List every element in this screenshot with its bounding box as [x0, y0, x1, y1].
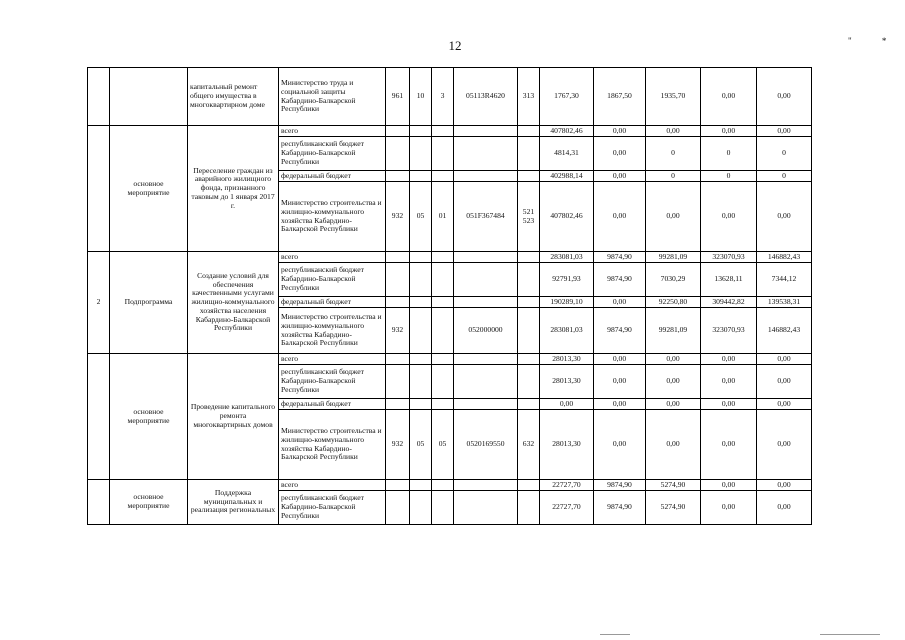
amount-cell: 9874,90	[594, 308, 646, 354]
amount-cell: 28013,30	[540, 354, 594, 365]
grbs-cell	[386, 297, 410, 308]
amount-cell: 0,00	[646, 365, 701, 399]
pr-cell: 05	[432, 410, 454, 480]
event-name-cell: капитальный ремонт общего имущества в многоквартирном доме	[188, 68, 279, 126]
vr-cell: 521 523	[518, 182, 540, 252]
level-cell: основное мероприятие	[110, 126, 188, 252]
rz-cell	[410, 354, 432, 365]
vr-cell	[518, 308, 540, 354]
amount-cell: 0,00	[757, 491, 812, 525]
amount-cell: 0,00	[646, 182, 701, 252]
amount-cell: 323070,93	[701, 252, 757, 263]
corner-marks: " *	[848, 36, 901, 46]
rz-cell	[410, 308, 432, 354]
amount-cell: 0	[646, 171, 701, 182]
amount-cell: 309442,82	[701, 297, 757, 308]
amount-cell: 0,00	[540, 399, 594, 410]
vr-cell	[518, 171, 540, 182]
amount-cell: 92791,93	[540, 263, 594, 297]
amount-cell: 22727,70	[540, 480, 594, 491]
csr-cell	[454, 126, 518, 137]
amount-cell: 0,00	[701, 354, 757, 365]
amount-cell: 407802,46	[540, 182, 594, 252]
funding-source-cell: федеральный бюджет	[279, 297, 386, 308]
funding-source-cell: федеральный бюджет	[279, 399, 386, 410]
amount-cell: 402988,14	[540, 171, 594, 182]
grbs-cell: 932	[386, 308, 410, 354]
budget-table	[87, 67, 812, 525]
amount-cell: 0	[646, 137, 701, 171]
vr-cell: 632	[518, 410, 540, 480]
amount-cell: 146882,43	[757, 252, 812, 263]
amount-cell: 0,00	[594, 365, 646, 399]
level-cell	[110, 68, 188, 126]
scan-artifact	[820, 634, 880, 635]
amount-cell: 139538,31	[757, 297, 812, 308]
row-number-cell	[88, 68, 110, 126]
amount-cell: 0,00	[646, 399, 701, 410]
grbs-cell	[386, 365, 410, 399]
amount-cell: 0,00	[594, 137, 646, 171]
vr-cell	[518, 354, 540, 365]
grbs-cell	[386, 252, 410, 263]
csr-cell: 051F367484	[454, 182, 518, 252]
amount-cell: 0	[757, 137, 812, 171]
row-number-cell	[88, 480, 110, 525]
rz-cell	[410, 126, 432, 137]
amount-cell: 323070,93	[701, 308, 757, 354]
pr-cell	[432, 365, 454, 399]
amount-cell: 0,00	[757, 68, 812, 126]
amount-cell: 283081,03	[540, 308, 594, 354]
funding-source-cell: республиканский бюджет Кабардино-Балкарской Республики	[279, 365, 386, 399]
amount-cell: 9874,90	[594, 263, 646, 297]
table-row	[88, 68, 812, 126]
funding-source-cell: всего	[279, 480, 386, 491]
event-name-cell: Поддержка муниципальных и реализация региональных	[188, 480, 279, 525]
grbs-cell	[386, 399, 410, 410]
amount-cell: 0,00	[594, 171, 646, 182]
pr-cell	[432, 491, 454, 525]
level-cell: основное мероприятие	[110, 480, 188, 525]
amount-cell: 0,00	[701, 480, 757, 491]
amount-cell: 0,00	[757, 410, 812, 480]
grbs-cell	[386, 480, 410, 491]
amount-cell: 0	[701, 171, 757, 182]
funding-source-cell: республиканский бюджет Кабардино-Балкарской Республики	[279, 491, 386, 525]
amount-cell: 0,00	[594, 410, 646, 480]
amount-cell: 22727,70	[540, 491, 594, 525]
amount-cell: 0	[757, 171, 812, 182]
funding-source-cell: всего	[279, 126, 386, 137]
amount-cell: 0,00	[701, 126, 757, 137]
rz-cell: 10	[410, 68, 432, 126]
rz-cell	[410, 480, 432, 491]
amount-cell: 28013,30	[540, 365, 594, 399]
csr-cell	[454, 137, 518, 171]
funding-source-cell: Министерство труда и социальной защиты Кабардино-Балкарской Республики	[279, 68, 386, 126]
amount-cell: 0,00	[757, 365, 812, 399]
vr-cell	[518, 491, 540, 525]
rz-cell	[410, 137, 432, 171]
grbs-cell	[386, 137, 410, 171]
page-number: 12	[448, 38, 462, 53]
vr-cell	[518, 137, 540, 171]
pr-cell	[432, 399, 454, 410]
amount-cell: 9874,90	[594, 491, 646, 525]
pr-cell	[432, 354, 454, 365]
row-number-cell: 2	[88, 252, 110, 354]
grbs-cell	[386, 354, 410, 365]
amount-cell: 0,00	[701, 491, 757, 525]
csr-cell	[454, 491, 518, 525]
amount-cell: 283081,03	[540, 252, 594, 263]
amount-cell: 0,00	[757, 399, 812, 410]
csr-cell: 05113R4620	[454, 68, 518, 126]
amount-cell: 4814,31	[540, 137, 594, 171]
funding-source-cell: республиканский бюджет Кабардино-Балкарской Республики	[279, 137, 386, 171]
vr-cell	[518, 252, 540, 263]
funding-source-cell: Министерство строительства и жилищно-коммунального хозяйства Кабардино-Балкарской Республики	[279, 410, 386, 480]
level-cell: основное мероприятие	[110, 354, 188, 480]
amount-cell: 28013,30	[540, 410, 594, 480]
funding-source-cell: федеральный бюджет	[279, 171, 386, 182]
amount-cell: 0,00	[701, 182, 757, 252]
table-row	[88, 354, 812, 365]
amount-cell: 0,00	[646, 410, 701, 480]
csr-cell: 0520169550	[454, 410, 518, 480]
rz-cell	[410, 399, 432, 410]
pr-cell	[432, 126, 454, 137]
amount-cell: 99281,09	[646, 252, 701, 263]
grbs-cell: 932	[386, 182, 410, 252]
amount-cell: 0,00	[757, 354, 812, 365]
grbs-cell: 932	[386, 410, 410, 480]
rz-cell: 05	[410, 182, 432, 252]
vr-cell: 313	[518, 68, 540, 126]
row-number-cell	[88, 354, 110, 480]
rz-cell	[410, 263, 432, 297]
budget-table-body	[88, 68, 812, 525]
pr-cell	[432, 297, 454, 308]
pr-cell	[432, 480, 454, 491]
amount-cell: 0,00	[594, 354, 646, 365]
amount-cell: 9874,90	[594, 252, 646, 263]
rz-cell	[410, 365, 432, 399]
amount-cell: 146882,43	[757, 308, 812, 354]
table-row	[88, 126, 812, 137]
event-name-cell: Проведение капитального ремонта многоквартирных домов	[188, 354, 279, 480]
amount-cell: 99281,09	[646, 308, 701, 354]
amount-cell: 190289,10	[540, 297, 594, 308]
amount-cell: 0,00	[701, 365, 757, 399]
amount-cell: 0,00	[757, 480, 812, 491]
amount-cell: 7344,12	[757, 263, 812, 297]
pr-cell: 01	[432, 182, 454, 252]
amount-cell: 0,00	[701, 68, 757, 126]
amount-cell: 0,00	[757, 182, 812, 252]
amount-cell: 13628,11	[701, 263, 757, 297]
csr-cell	[454, 252, 518, 263]
vr-cell	[518, 399, 540, 410]
amount-cell: 5274,90	[646, 491, 701, 525]
pr-cell	[432, 252, 454, 263]
grbs-cell: 961	[386, 68, 410, 126]
amount-cell: 7030,29	[646, 263, 701, 297]
pr-cell	[432, 308, 454, 354]
grbs-cell	[386, 491, 410, 525]
rz-cell	[410, 491, 432, 525]
vr-cell	[518, 365, 540, 399]
table-row	[88, 252, 812, 263]
amount-cell: 1935,70	[646, 68, 701, 126]
csr-cell	[454, 399, 518, 410]
pr-cell	[432, 137, 454, 171]
vr-cell	[518, 126, 540, 137]
event-name-cell: Создание условий для обеспечения качественными услугами жилищно-коммунального хозяйства населения Кабардино-Балкарской Республики	[188, 252, 279, 354]
rz-cell	[410, 171, 432, 182]
pr-cell	[432, 171, 454, 182]
vr-cell	[518, 480, 540, 491]
csr-cell	[454, 263, 518, 297]
funding-source-cell: республиканский бюджет Кабардино-Балкарской Республики	[279, 263, 386, 297]
scan-artifact	[600, 634, 630, 635]
csr-cell	[454, 354, 518, 365]
rz-cell	[410, 297, 432, 308]
amount-cell: 0,00	[646, 126, 701, 137]
funding-source-cell: всего	[279, 252, 386, 263]
grbs-cell	[386, 263, 410, 297]
csr-cell	[454, 480, 518, 491]
vr-cell	[518, 263, 540, 297]
level-cell: Подпрограмма	[110, 252, 188, 354]
amount-cell: 92250,80	[646, 297, 701, 308]
csr-cell	[454, 297, 518, 308]
csr-cell: 052000000	[454, 308, 518, 354]
amount-cell: 0,00	[594, 182, 646, 252]
amount-cell: 0,00	[701, 399, 757, 410]
amount-cell: 1767,30	[540, 68, 594, 126]
vr-cell	[518, 297, 540, 308]
grbs-cell	[386, 126, 410, 137]
csr-cell	[454, 171, 518, 182]
amount-cell: 0,00	[594, 399, 646, 410]
event-name-cell: Переселение граждан из аварийного жилищного фонда, признанного таковым до 1 января 2017 г.	[188, 126, 279, 252]
rz-cell	[410, 252, 432, 263]
row-number-cell	[88, 126, 110, 252]
table-row	[88, 480, 812, 491]
amount-cell: 407802,46	[540, 126, 594, 137]
amount-cell: 0,00	[757, 126, 812, 137]
funding-source-cell: всего	[279, 354, 386, 365]
amount-cell: 0,00	[594, 297, 646, 308]
pr-cell: 3	[432, 68, 454, 126]
amount-cell: 0,00	[594, 126, 646, 137]
grbs-cell	[386, 171, 410, 182]
amount-cell: 0,00	[646, 354, 701, 365]
csr-cell	[454, 365, 518, 399]
rz-cell: 05	[410, 410, 432, 480]
amount-cell: 0	[701, 137, 757, 171]
amount-cell: 9874,90	[594, 480, 646, 491]
amount-cell: 5274,90	[646, 480, 701, 491]
funding-source-cell: Министерство строительства и жилищно-коммунального хозяйства Кабардино-Балкарской Республики	[279, 182, 386, 252]
amount-cell: 1867,50	[594, 68, 646, 126]
amount-cell: 0,00	[701, 410, 757, 480]
pr-cell	[432, 263, 454, 297]
funding-source-cell: Министерство строительства и жилищно-коммунального хозяйства Кабардино-Балкарской Республики	[279, 308, 386, 354]
